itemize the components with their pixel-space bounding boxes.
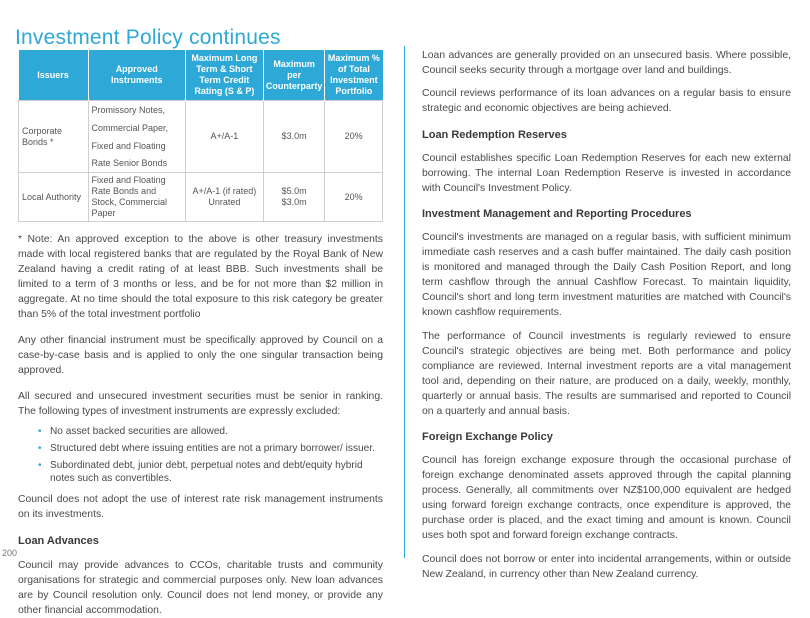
issuer-cell: Local Authority — [19, 173, 89, 222]
list-item — [18, 442, 383, 455]
table-row — [19, 173, 383, 222]
rating-cell: A+/A-1 — [185, 101, 263, 173]
loan-redemption-paragraph: Council establishes specific Loan Redemption Reserves for each new external borrowing. The internal Loan Redemption Reserve is invested in accordance with Council's Investment Policy. — [422, 153, 791, 194]
instrument-item: Fixed and Floating — [91, 141, 166, 151]
instrument-item: Fixed and Floating Rate Bonds and Stock, Commercial Paper — [91, 175, 168, 218]
header-approved-instruments: Approved Instruments — [88, 50, 185, 101]
table-header-row — [19, 50, 383, 101]
instruments-cell — [88, 101, 185, 173]
table-row — [19, 101, 383, 173]
counterparty-cell — [263, 173, 325, 222]
senior-ranking-paragraph: All secured and unsecured investment securities must be senior in ranking. The following types of investment instruments are expressly excluded: — [18, 391, 383, 417]
loan-advances-paragraph: Council may provide advances to CCOs, charitable trusts and community organisations for strategic and commercial purposes only. New loan advances are by Council resolution only. Council does not lend money, or provide any other financial accommodation. — [18, 560, 383, 616]
foreign-currency-paragraph: Council does not borrow or enter into incidental arrangements, within or outside New Zealand, in currency other than New Zealand currency. — [422, 554, 791, 580]
foreign-exchange-heading: Foreign Exchange Policy — [422, 431, 553, 443]
rating-cell — [185, 173, 263, 222]
list-item-text: Structured debt where issuing entities are not a primary borrower/ issuer. — [50, 443, 375, 454]
bullet-icon: • — [38, 443, 42, 454]
header-max-portfolio-percent: Maximum % of Total Investment Portfolio — [325, 50, 383, 101]
counterparty-value: $5.0m — [281, 186, 307, 196]
list-item-text: Subordinated debt, junior debt, perpetual notes and debt/equity hybrid notes such as convertibles. — [50, 460, 363, 484]
list-item — [18, 425, 383, 438]
page-title: Investment Policy continues — [15, 26, 281, 50]
instrument-item: Rate Senior Bonds — [91, 158, 168, 168]
issuer-cell — [19, 101, 89, 173]
header-max-per-counterparty: Maximum per Counterparty — [263, 50, 325, 101]
instrument-item: Promissory Notes, — [91, 105, 166, 115]
unsecured-paragraph: Loan advances are generally provided on an unsecured basis. Where possible, Council seeks security through a mortgage over land and buildings. — [422, 50, 791, 76]
loan-redemption-heading: Loan Redemption Reserves — [422, 129, 567, 141]
rating-value: Unrated — [208, 197, 241, 207]
rating-value: A+/A-1 (if rated) — [192, 186, 257, 196]
interest-rate-paragraph: Council does not adopt the use of interest rate risk management instruments on its investments. — [18, 494, 383, 520]
investment-management-heading: Investment Management and Reporting Procedures — [422, 208, 692, 220]
bullet-icon: • — [38, 426, 42, 437]
list-item — [18, 459, 383, 485]
investment-management-paragraph: Council's investments are managed on a regular basis, with sufficient minimum immediate cash reserves and a cash buffer maintained. The daily cash position is monitored and managed through the Daily Cash Position Report, and long term cashflow through the annual Cashflow Forecast. To maintain liquidity, Council's short and long term investment maturities are matched with Council's known cashflow requirements. — [422, 232, 791, 318]
foreign-exchange-paragraph: Council has foreign exchange exposure through the occasional purchase of foreign exchange denominated assets approved through the capital planning process. Generally, all commitments over NZ$100,000 equivalent are hedged using forward foreign exchange contracts, once expenditure is approved, the purchase order is placed, and the exact timing and amount is known. Council uses both spot and forward foreign exchange contracts. — [422, 455, 791, 541]
list-item-text: No asset backed securities are allowed. — [50, 426, 228, 437]
page-number: 200 — [2, 548, 18, 558]
column-divider — [404, 46, 405, 558]
issuer-name: Corporate Bonds * — [22, 125, 63, 147]
portfolio-cell: 20% — [325, 173, 383, 222]
counterparty-cell: $3.0m — [263, 101, 325, 173]
header-credit-rating: Maximum Long Term & Short Term Credit Rating (S & P) — [185, 50, 263, 101]
loan-advances-heading: Loan Advances — [18, 535, 99, 547]
loan-review-paragraph: Council reviews performance of its loan advances on a regular basis to ensure strategic and economic objectives are being achieved. — [422, 88, 791, 114]
header-issuers: Issuers — [19, 50, 89, 101]
investment-performance-paragraph: The performance of Council investments is regularly reviewed to ensure Council's strategic objectives are being met. Both performance and policy compliance are reviewed. Internal investment reports are a vital management tool and, depending on their nature, are produced on a daily, weekly, monthly, quarterly or annual basis. The results are summarised and reported to Council on a quarterly and annual basis. — [422, 331, 791, 417]
instrument-item: Commercial Paper, — [91, 123, 169, 133]
instruments-cell — [88, 173, 185, 222]
counterparty-value: $3.0m — [281, 197, 307, 207]
excluded-instruments-list — [18, 425, 383, 485]
other-instruments-paragraph: Any other financial instrument must be specifically approved by Council on a case-by-case basis and is applied to only the one singular transaction being approved. — [18, 335, 383, 376]
portfolio-cell: 20% — [325, 101, 383, 173]
exception-note: * Note: An approved exception to the above is other treasury investments made with local registered banks that are regulated by the Royal Bank of New Zealand having a credit rating of at least BBB. Such investments shall be limited to a term of 3 months or less, and be for not more than $2 million in aggregate. At no time should the total exposure to this risk category be greater than 5% of the total investment portfolio — [18, 234, 383, 320]
investment-limits-table — [18, 50, 383, 222]
right-column — [422, 48, 791, 582]
bullet-icon: • — [38, 460, 42, 471]
left-column — [18, 50, 383, 618]
